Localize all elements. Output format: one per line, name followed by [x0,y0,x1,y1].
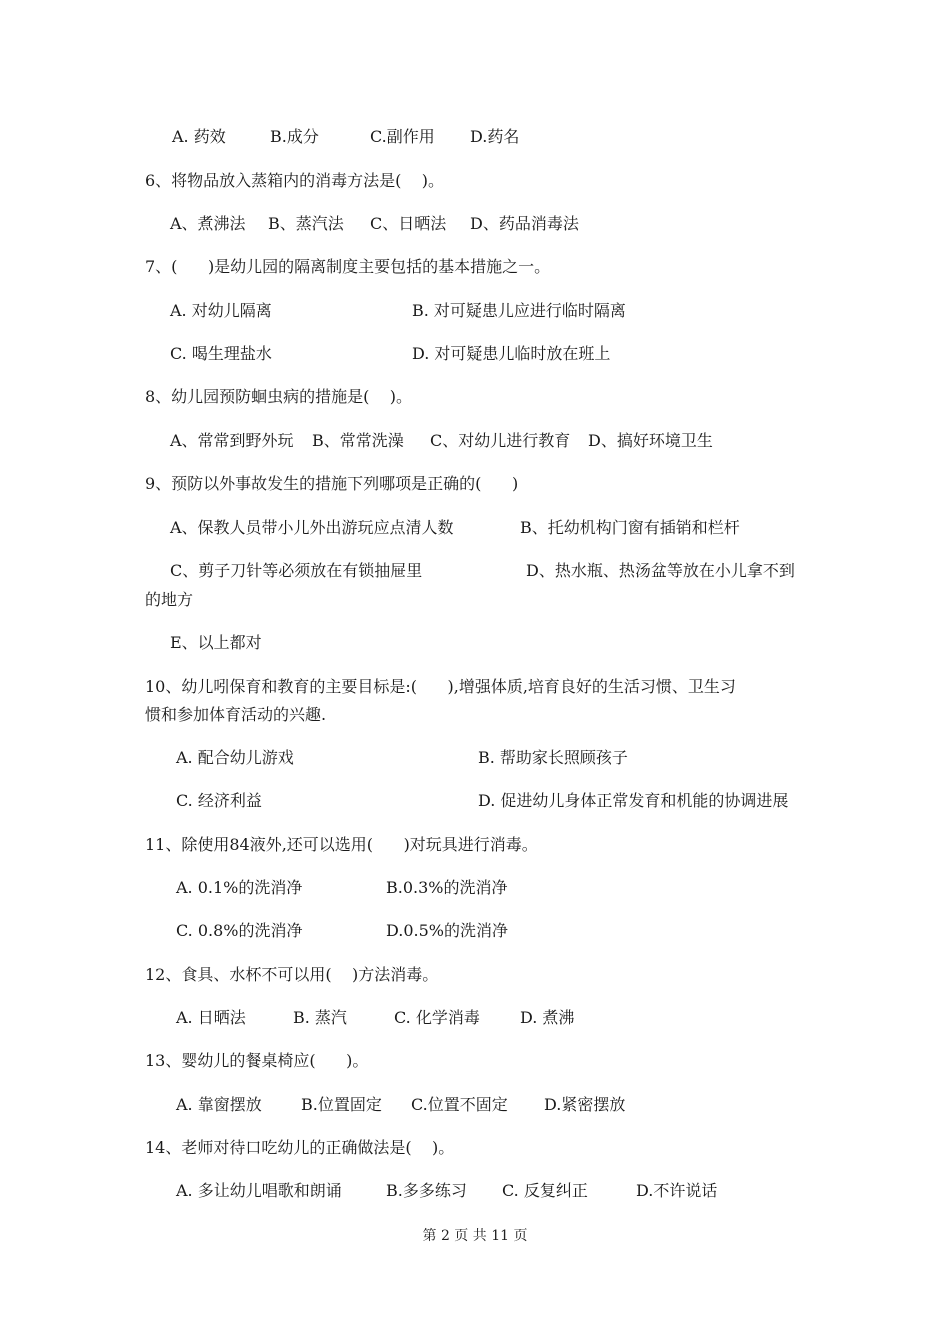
q5-option-a: A. 药效 [172,127,226,146]
q12-option-d: D. 煮沸 [520,1008,575,1027]
q10-option-b: B. 帮助家长照顾孩子 [478,748,628,767]
q11-option-b: B.0.3%的洗消净 [386,878,508,897]
q10-stem-continued: 惯和参加体育活动的兴趣. [145,705,327,724]
q9-stem: 9、预防以外事故发生的措施下列哪项是正确的( ) [145,474,519,493]
q11-stem: 11、除使用84液外,还可以选用( )对玩具进行消毒。 [145,835,538,854]
q8-option-b: B、常常洗澡 [312,431,404,450]
q8-option-d: D、搞好环境卫生 [588,431,713,450]
q7-option-b: B. 对可疑患儿应进行临时隔离 [412,301,626,320]
q13-stem: 13、婴幼儿的餐桌椅应( )。 [145,1051,369,1070]
q6-stem: 6、将物品放入蒸箱内的消毒方法是( )。 [145,171,445,190]
q9-option-c: C、剪子刀针等必须放在有锁抽屉里 [170,561,423,580]
page-number-label: 第 2 页 共 11 页 [422,1228,528,1244]
q11-option-a: A. 0.1%的洗消净 [176,878,303,897]
q11-option-d: D.0.5%的洗消净 [386,921,508,940]
q11-option-c: C. 0.8%的洗消净 [176,921,303,940]
q14-stem: 14、老师对待口吃幼儿的正确做法是( )。 [145,1138,455,1157]
q8-option-a: A、常常到野外玩 [170,431,294,450]
q13-option-c: C.位置不固定 [411,1095,508,1114]
q14-option-a: A. 多让幼儿唱歌和朗诵 [176,1181,342,1200]
q13-option-d: D.紧密摆放 [544,1095,626,1114]
q9-option-d: D、热水瓶、热汤盆等放在小儿拿不到 [526,561,795,580]
q5-option-d: D.药名 [470,127,520,146]
q6-option-d: D、药品消毒法 [470,214,579,233]
q9-option-e: E、以上都对 [170,633,262,652]
q14-option-c: C. 反复纠正 [502,1181,588,1200]
q8-option-c: C、对幼儿进行教育 [430,431,571,450]
q10-option-a: A. 配合幼儿游戏 [176,748,294,767]
q6-option-a: A、煮沸法 [170,214,246,233]
q6-option-b: B、蒸汽法 [268,214,344,233]
q9-option-b: B、托幼机构门窗有插销和栏杆 [520,518,740,537]
q12-option-c: C. 化学消毒 [394,1008,480,1027]
q13-option-b: B.位置固定 [301,1095,382,1114]
q9-option-d-continued: 的地方 [145,590,194,609]
q5-option-b: B.成分 [270,127,319,146]
q7-option-d: D. 对可疑患儿临时放在班上 [412,344,611,363]
q7-stem: 7、( )是幼儿园的隔离制度主要包括的基本措施之一。 [145,257,551,276]
q10-option-d: D. 促进幼儿身体正常发育和机能的协调进展 [478,791,789,810]
q12-option-b: B. 蒸汽 [293,1008,347,1027]
q14-option-b: B.多多练习 [386,1181,467,1200]
q5-option-c: C.副作用 [370,127,435,146]
q8-stem: 8、幼儿园预防蛔虫病的措施是( )。 [145,387,413,406]
q7-option-c: C. 喝生理盐水 [170,344,272,363]
q7-option-a: A. 对幼儿隔离 [170,301,272,320]
q10-option-c: C. 经济利益 [176,791,262,810]
q12-option-a: A. 日晒法 [176,1008,246,1027]
q12-stem: 12、食具、水杯不可以用( )方法消毒。 [145,965,439,984]
q10-stem: 10、幼儿吲保育和教育的主要目标是:( ),增强体质,培育良好的生活习惯、卫生习 [145,677,736,696]
q13-option-a: A. 靠窗摆放 [176,1095,262,1114]
page-footer [0,1226,950,1246]
q14-option-d: D.不许说话 [636,1181,718,1200]
q9-option-a: A、保教人员带小儿外出游玩应点清人数 [170,518,454,537]
q6-option-c: C、日晒法 [370,214,447,233]
